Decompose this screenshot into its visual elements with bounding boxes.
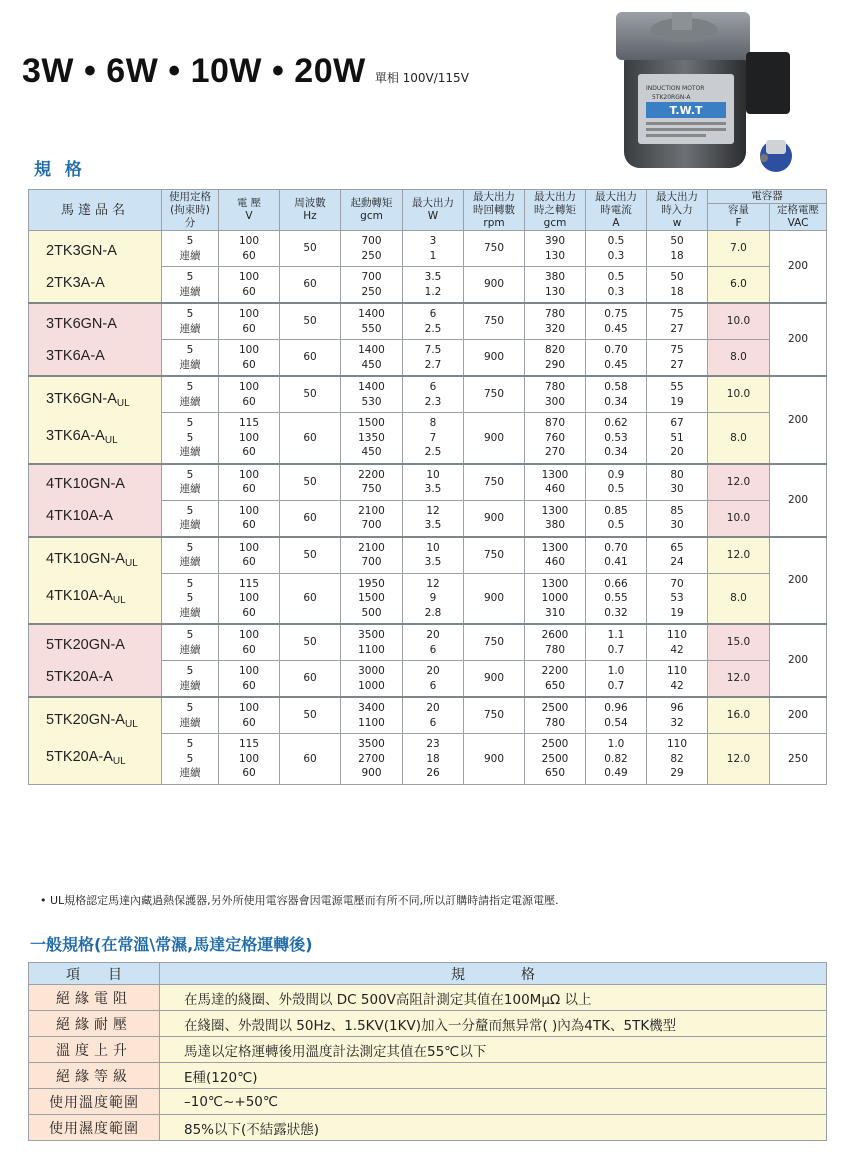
speed-cell: 900 (464, 573, 525, 624)
speed-cell: 900 (464, 413, 525, 464)
torque-cell: 870 760 270 (525, 413, 586, 464)
max-output-cell: 10 3.5 (403, 464, 464, 501)
frequency-cell: 60 (280, 734, 341, 785)
start-torque-cell: 1500 1350 450 (341, 413, 403, 464)
max-output-cell: 7.5 2.7 (403, 340, 464, 377)
input-cell: 80 30 (647, 464, 708, 501)
current-cell: 0.9 0.5 (586, 464, 647, 501)
model-name: 4TK10GN-A (46, 476, 125, 492)
motor-photo (606, 8, 826, 184)
voltage-cell: 100 60 (219, 340, 280, 377)
current-cell: 0.70 0.45 (586, 340, 647, 377)
header-rating: 使用定格 (拘束時) 分 (162, 190, 219, 231)
max-output-cell: 3.5 1.2 (403, 267, 464, 304)
header-current: 最大出力 時電流 A (586, 190, 647, 231)
current-cell: 0.58 0.34 (586, 376, 647, 413)
cap-voltage-cell: 250 (770, 734, 827, 785)
voltage-cell: 115 100 60 (219, 734, 280, 785)
spec-row (29, 303, 827, 340)
general-row (29, 1115, 827, 1141)
max-output-cell: 20 6 (403, 661, 464, 698)
start-torque-cell: 1400 550 (341, 303, 403, 340)
start-torque-cell: 1950 1500 500 (341, 573, 403, 624)
start-torque-cell: 3000 1000 (341, 661, 403, 698)
frequency-cell: 60 (280, 413, 341, 464)
current-cell: 0.62 0.53 0.34 (586, 413, 647, 464)
speed-cell: 750 (464, 464, 525, 501)
model-name: 5TK20A-A (46, 668, 113, 685)
speed-cell: 900 (464, 500, 525, 537)
start-torque-cell: 700 250 (341, 267, 403, 304)
header-input: 最大出力 時入力 w (647, 190, 708, 231)
torque-cell: 820 290 (525, 340, 586, 377)
nameplate-label: INDUCTION MOTOR (646, 85, 705, 92)
cap-value-cell: 12.0 (708, 734, 770, 785)
spec-row (29, 464, 827, 501)
max-output-cell: 3 1 (403, 231, 464, 267)
model-name: 5TK20GN-A (46, 636, 125, 653)
max-output-cell: 12 3.5 (403, 500, 464, 537)
frequency-cell: 50 (280, 231, 341, 267)
voltage-cell: 115 100 60 (219, 413, 280, 464)
current-cell: 1.1 0.7 (586, 624, 647, 661)
max-output-cell: 20 6 (403, 697, 464, 734)
torque-cell: 2200 650 (525, 661, 586, 698)
general-value: E種(120℃) (160, 1063, 827, 1089)
current-cell: 1.0 0.7 (586, 661, 647, 698)
brand-logo: T.W.T (669, 104, 703, 117)
torque-cell: 2500 2500 650 (525, 734, 586, 785)
frequency-cell: 60 (280, 340, 341, 377)
model-name: $5TK20GN-A_{UL}$ (46, 711, 138, 730)
frequency-cell: 50 (280, 376, 341, 413)
cap-value-cell: 12.0 (708, 661, 770, 698)
current-cell: 0.66 0.55 0.32 (586, 573, 647, 624)
model-name-cell (29, 624, 162, 697)
max-output-cell: 23 18 26 (403, 734, 464, 785)
model-name: 2TK3GN-A (46, 242, 117, 259)
model-name: $5TK20A-A_{UL}$ (46, 748, 126, 767)
cap-voltage-cell: 200 (770, 537, 827, 625)
model-name: 3TK6GN-A (46, 315, 117, 332)
torque-cell: 1300 380 (525, 500, 586, 537)
rating-cell: 5 連續 (162, 537, 219, 574)
voltage-cell: 100 60 (219, 231, 280, 267)
max-output-cell: 20 6 (403, 624, 464, 661)
frequency-cell: 60 (280, 661, 341, 698)
input-cell: 75 27 (647, 340, 708, 377)
input-cell: 50 18 (647, 267, 708, 304)
cap-voltage-cell: 200 (770, 231, 827, 304)
voltage-cell: 100 60 (219, 464, 280, 501)
rating-cell: 5 連續 (162, 340, 219, 377)
general-value: 在馬達的綫圈、外殼間以 DC 500V高阻計測定其值在100MμΩ 以上 (160, 985, 827, 1011)
rating-cell: 5 5 連續 (162, 734, 219, 785)
rating-cell: 5 連續 (162, 500, 219, 537)
page-subtitle: 單相 100V/115V (374, 71, 469, 85)
general-value: 馬達以定格運轉後用溫度計法測定其值在55℃以下 (160, 1037, 827, 1063)
start-torque-cell: 3400 1100 (341, 697, 403, 734)
current-cell: 0.5 0.3 (586, 231, 647, 267)
cap-voltage-cell: 200 (770, 376, 827, 464)
input-cell: 85 30 (647, 500, 708, 537)
spec-row (29, 231, 827, 267)
frequency-cell: 50 (280, 464, 341, 501)
input-cell: 110 82 29 (647, 734, 708, 785)
voltage-cell: 100 60 (219, 661, 280, 698)
torque-cell: 390 130 (525, 231, 586, 267)
input-cell: 96 32 (647, 697, 708, 734)
general-row (29, 1037, 827, 1063)
ul-note: • UL規格認定馬達內藏過熱保護器,另外所使用電容器會因電源電壓而有所不同,所以訂購時請指定電源電壓. (40, 894, 559, 907)
torque-cell: 1300 460 (525, 464, 586, 501)
start-torque-cell: 3500 1100 (341, 624, 403, 661)
general-row (29, 985, 827, 1011)
cap-value-cell: 16.0 (708, 697, 770, 734)
voltage-cell: 100 60 (219, 697, 280, 734)
general-row (29, 1089, 827, 1115)
current-cell: 0.75 0.45 (586, 303, 647, 340)
rating-cell: 5 連續 (162, 624, 219, 661)
current-cell: 0.70 0.41 (586, 537, 647, 574)
header-frequency: 周波數 Hz (280, 190, 341, 231)
header-torque: 最大出力 時之轉矩 gcm (525, 190, 586, 231)
general-value: 85%以下(不結露狀態) (160, 1115, 827, 1141)
rating-cell: 5 5 連續 (162, 573, 219, 624)
cap-voltage-cell: 200 (770, 303, 827, 376)
header-speed: 最大出力 時回轉數 rpm (464, 190, 525, 231)
voltage-cell: 100 60 (219, 500, 280, 537)
model-name-cell (29, 376, 162, 464)
current-cell: 0.5 0.3 (586, 267, 647, 304)
start-torque-cell: 1400 450 (341, 340, 403, 377)
general-item: 絕緣等級 (29, 1063, 160, 1089)
frequency-cell: 50 (280, 303, 341, 340)
general-spec-table (28, 962, 827, 1141)
voltage-cell: 100 60 (219, 267, 280, 304)
model-name: $4TK10GN-A_{UL}$ (46, 551, 138, 570)
page-header (22, 52, 469, 91)
header-model: 馬達品名 (29, 190, 162, 231)
model-name: 2TK3A-A (46, 274, 105, 291)
max-output-cell: 8 7 2.5 (403, 413, 464, 464)
torque-cell: 2600 780 (525, 624, 586, 661)
input-cell: 55 19 (647, 376, 708, 413)
general-value: –10℃~+50℃ (160, 1089, 827, 1115)
rating-cell: 5 連續 (162, 303, 219, 340)
model-name: 3TK6A-A (46, 347, 105, 364)
input-cell: 70 53 19 (647, 573, 708, 624)
model-name: 4TK10A-A (46, 508, 113, 524)
current-cell: 0.85 0.5 (586, 500, 647, 537)
spec-row (29, 537, 827, 574)
frequency-cell: 50 (280, 624, 341, 661)
input-cell: 75 27 (647, 303, 708, 340)
start-torque-cell: 700 250 (341, 231, 403, 267)
input-cell: 65 24 (647, 537, 708, 574)
frequency-cell: 60 (280, 573, 341, 624)
cap-value-cell: 8.0 (708, 340, 770, 377)
speed-cell: 900 (464, 661, 525, 698)
speed-cell: 750 (464, 624, 525, 661)
general-row (29, 1063, 827, 1089)
model-name: $4TK10A-A_{UL}$ (46, 588, 126, 607)
header-cap-value: 容量 F (708, 204, 770, 231)
torque-cell: 1300 1000 310 (525, 573, 586, 624)
speed-cell: 750 (464, 376, 525, 413)
start-torque-cell: 2100 700 (341, 537, 403, 574)
spec-row (29, 697, 827, 734)
frequency-cell: 60 (280, 267, 341, 304)
model-name-cell (29, 697, 162, 784)
rating-cell: 5 連續 (162, 661, 219, 698)
start-torque-cell: 2100 700 (341, 500, 403, 537)
start-torque-cell: 2200 750 (341, 464, 403, 501)
general-item: 絕緣耐壓 (29, 1011, 160, 1037)
rating-cell: 5 連續 (162, 231, 219, 267)
cap-voltage-cell: 200 (770, 624, 827, 697)
spec-row (29, 624, 827, 661)
general-header-spec: 規 格 (160, 963, 827, 985)
rating-cell: 5 連續 (162, 267, 219, 304)
model-name-cell (29, 537, 162, 625)
header-voltage: 電 壓 V (219, 190, 280, 231)
torque-cell: 1300 460 (525, 537, 586, 574)
page-title: 3W • 6W • 10W • 20W (22, 52, 366, 90)
spec-row (29, 376, 827, 413)
spec-section-title: 規 格 (34, 160, 86, 180)
rating-cell: 5 5 連續 (162, 413, 219, 464)
rating-cell: 5 連續 (162, 697, 219, 734)
cap-value-cell: 12.0 (708, 464, 770, 501)
header-start-torque: 起動轉矩 gcm (341, 190, 403, 231)
torque-cell: 380 130 (525, 267, 586, 304)
speed-cell: 750 (464, 303, 525, 340)
header-capacitor: 電容器 (708, 190, 827, 204)
header-cap-voltage: 定格電壓 VAC (770, 204, 827, 231)
nameplate-model: 5TK20RGN-A (652, 94, 691, 101)
max-output-cell: 6 2.5 (403, 303, 464, 340)
general-section-title: 一般規格(在常溫\常濕,馬達定格運轉後) (30, 935, 313, 954)
speed-cell: 750 (464, 537, 525, 574)
cap-value-cell: 8.0 (708, 413, 770, 464)
cap-voltage-cell: 200 (770, 697, 827, 734)
rating-cell: 5 連續 (162, 464, 219, 501)
voltage-cell: 100 60 (219, 624, 280, 661)
cap-voltage-cell: 200 (770, 464, 827, 537)
model-name-cell (29, 303, 162, 376)
cap-value-cell: 10.0 (708, 376, 770, 413)
torque-cell: 780 320 (525, 303, 586, 340)
general-row (29, 1011, 827, 1037)
voltage-cell: 115 100 60 (219, 573, 280, 624)
speed-cell: 750 (464, 697, 525, 734)
input-cell: 110 42 (647, 661, 708, 698)
rating-cell: 5 連續 (162, 376, 219, 413)
spec-table (28, 189, 827, 785)
cap-value-cell: 10.0 (708, 303, 770, 340)
header-max-output: 最大出力 W (403, 190, 464, 231)
start-torque-cell: 3500 2700 900 (341, 734, 403, 785)
general-item: 使用溫度範圍 (29, 1089, 160, 1115)
input-cell: 110 42 (647, 624, 708, 661)
general-header-item: 項 目 (29, 963, 160, 985)
model-name-cell (29, 231, 162, 304)
speed-cell: 900 (464, 734, 525, 785)
general-item: 使用濕度範圍 (29, 1115, 160, 1141)
input-cell: 50 18 (647, 231, 708, 267)
torque-cell: 780 300 (525, 376, 586, 413)
cap-value-cell: 7.0 (708, 231, 770, 267)
voltage-cell: 100 60 (219, 537, 280, 574)
input-cell: 67 51 20 (647, 413, 708, 464)
speed-cell: 750 (464, 231, 525, 267)
voltage-cell: 100 60 (219, 303, 280, 340)
model-name-cell (29, 464, 162, 537)
general-item: 絕緣電阻 (29, 985, 160, 1011)
model-name: $3TK6GN-A_{UL}$ (46, 390, 130, 409)
frequency-cell: 50 (280, 697, 341, 734)
cap-value-cell: 12.0 (708, 537, 770, 574)
frequency-cell: 60 (280, 500, 341, 537)
cap-value-cell: 10.0 (708, 500, 770, 537)
model-name: $3TK6A-A_{UL}$ (46, 427, 118, 446)
start-torque-cell: 1400 530 (341, 376, 403, 413)
speed-cell: 900 (464, 267, 525, 304)
max-output-cell: 6 2.3 (403, 376, 464, 413)
cap-value-cell: 6.0 (708, 267, 770, 304)
cap-value-cell: 15.0 (708, 624, 770, 661)
cap-value-cell: 8.0 (708, 573, 770, 624)
torque-cell: 2500 780 (525, 697, 586, 734)
general-value: 在綫圈、外殼間以 50Hz、1.5KV(1KV)加入一分釐而無异常( )內為4TK、5TK機型 (160, 1011, 827, 1037)
max-output-cell: 10 3.5 (403, 537, 464, 574)
current-cell: 0.96 0.54 (586, 697, 647, 734)
general-item: 溫度上升 (29, 1037, 160, 1063)
max-output-cell: 12 9 2.8 (403, 573, 464, 624)
speed-cell: 900 (464, 340, 525, 377)
frequency-cell: 50 (280, 537, 341, 574)
voltage-cell: 100 60 (219, 376, 280, 413)
current-cell: 1.0 0.82 0.49 (586, 734, 647, 785)
